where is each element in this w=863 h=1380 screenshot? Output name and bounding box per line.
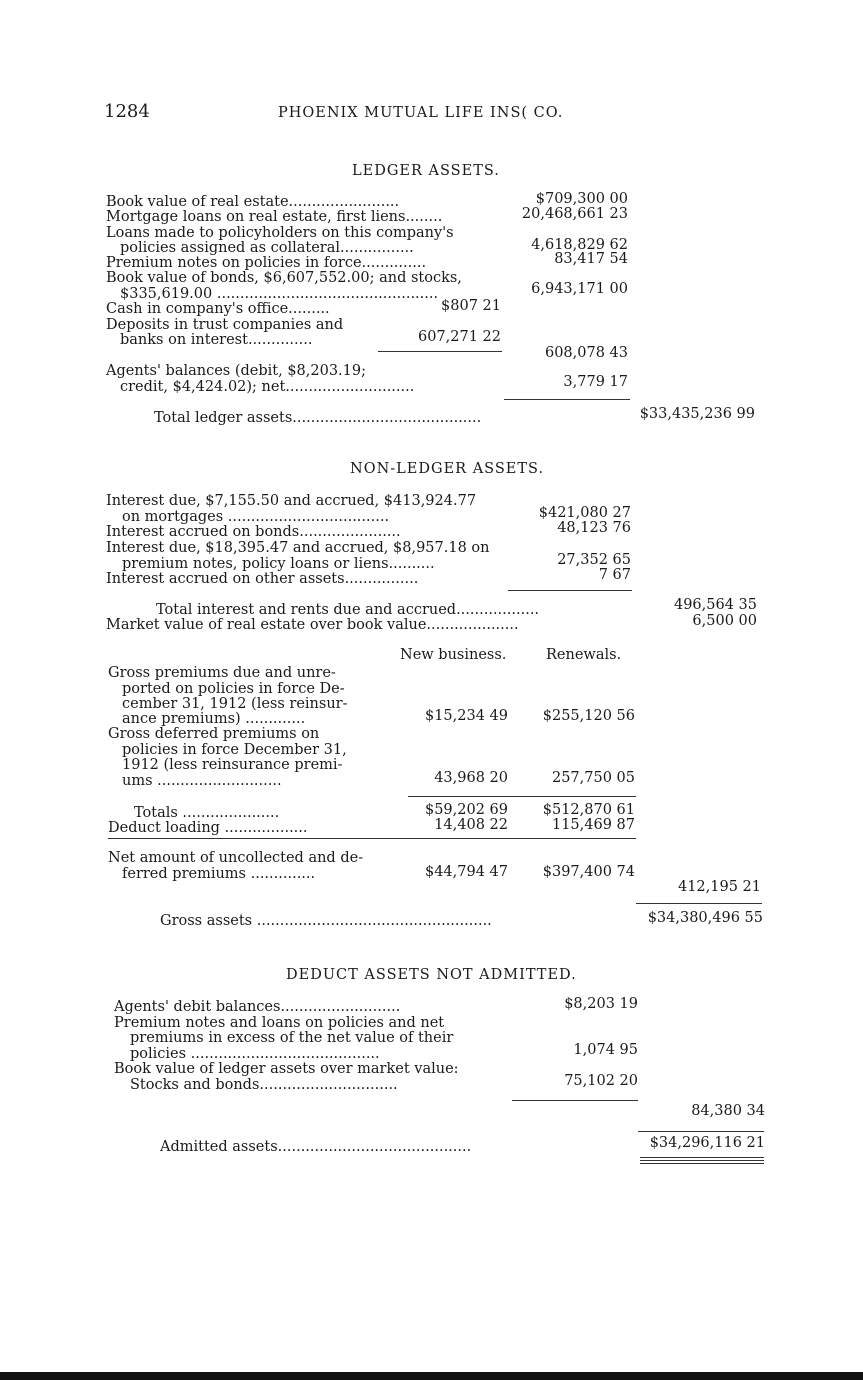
agents-debit-label: Agents' debit balances.......................... xyxy=(114,999,401,1015)
double-rule-top xyxy=(640,1157,764,1158)
gross-deferred-line3: 1912 (less reinsurance premi- xyxy=(122,757,343,773)
cash-value: $807 21 xyxy=(441,298,501,314)
col-renewals: Renewals. xyxy=(546,647,622,663)
policy-loans-value: 4,618,829 62 xyxy=(531,237,628,253)
deposits-total: 608,078 43 xyxy=(544,345,628,361)
agents-value: 3,779 17 xyxy=(563,374,628,390)
gross-assets-value: $34,380,496 55 xyxy=(647,910,763,926)
premium-notes-value: 83,417 54 xyxy=(554,251,628,267)
cash-label: Cash in company's office......... xyxy=(106,301,330,317)
real-estate-value: $709,300 00 xyxy=(535,191,628,207)
premium-notes-excess-line1: Premium notes and loans on policies and net xyxy=(114,1015,445,1031)
gross-assets-label: Gross assets ................................................... xyxy=(160,913,492,929)
loading-new: 14,408 22 xyxy=(434,817,508,833)
loading-rule xyxy=(108,838,636,839)
gross-deferred-renewal: 257,750 05 xyxy=(551,770,635,786)
page-number: 1284 xyxy=(104,101,150,122)
bonds-line2: $335,619.00 ................................................ xyxy=(120,286,439,302)
double-rule-bottom xyxy=(640,1163,764,1164)
double-rule-middle xyxy=(640,1160,764,1161)
premium-interest-line2: premium notes, policy loans or liens.......... xyxy=(122,556,435,572)
bonds-value: 6,943,171 00 xyxy=(531,281,628,297)
deposits-line1: Deposits in trust companies and xyxy=(106,317,344,333)
total-interest-value: 496,564 35 xyxy=(673,597,757,613)
scan-border xyxy=(0,1372,863,1380)
premium-notes-excess-line2: premiums in excess of the net value of their xyxy=(130,1030,454,1046)
premium-notes-excess-value: 1,074 95 xyxy=(573,1042,638,1058)
net-uncollected-new: $44,794 47 xyxy=(424,864,508,880)
loading-label: Deduct loading .................. xyxy=(108,820,308,836)
net-uncollected-total: 412,195 21 xyxy=(677,879,761,895)
premium-interest-value: 27,352 65 xyxy=(557,552,631,568)
premium-notes-excess-line3: policies ......................................... xyxy=(130,1046,380,1062)
ledger-over-market-line2: Stocks and bonds.............................. xyxy=(130,1077,398,1093)
deposits-value: 607,271 22 xyxy=(417,329,501,345)
gross-assets-rule xyxy=(636,903,762,904)
totals-new: $59,202 69 xyxy=(424,802,508,818)
gross-due-new: $15,234 49 xyxy=(424,708,508,724)
policy-loans-line1: Loans made to policyholders on this company's xyxy=(106,225,454,241)
total-ledger-value: $33,435,236 99 xyxy=(639,406,755,422)
premium-interest-line1: Interest due, $18,395.47 and accrued, $8,957.18 on xyxy=(106,540,490,556)
bond-interest-value: 48,123 76 xyxy=(557,520,631,536)
market-value-label: Market value of real estate over book value.................... xyxy=(106,617,519,633)
ledger-over-market-value: 75,102 20 xyxy=(564,1073,638,1089)
other-interest-label: Interest accrued on other assets................ xyxy=(106,571,419,587)
admitted-rule xyxy=(638,1131,764,1132)
policy-loans-line2: policies assigned as collateral................ xyxy=(120,240,414,256)
gross-due-line1: Gross premiums due and unre- xyxy=(108,665,336,681)
gross-deferred-line4: ums ........................... xyxy=(122,773,282,789)
gross-due-line2: ported on policies in force De- xyxy=(122,681,345,697)
loading-renewal: 115,469 87 xyxy=(551,817,635,833)
agents-line2: credit, $4,424.02); net............................ xyxy=(120,379,415,395)
market-value-value: 6,500 00 xyxy=(692,613,757,629)
gross-due-line4: ance premiums) ............. xyxy=(122,711,306,727)
agents-debit-value: $8,203 19 xyxy=(564,996,638,1012)
mortgage-value: 20,468,661 23 xyxy=(521,206,628,222)
admitted-assets-value: $34,296,116 21 xyxy=(649,1135,765,1151)
mortgage-interest-line2: on mortgages ................................... xyxy=(122,509,390,525)
admitted-assets-label: Admitted assets.......................................... xyxy=(160,1139,472,1155)
gross-due-renewal: $255,120 56 xyxy=(542,708,635,724)
deduct-rule xyxy=(512,1100,638,1101)
net-uncollected-line2: ferred premiums .............. xyxy=(122,866,316,882)
deduct-heading: DEDUCT ASSETS NOT ADMITTED. xyxy=(286,967,577,983)
ledger-rule xyxy=(504,399,630,400)
agents-line1: Agents' balances (debit, $8,203.19; xyxy=(106,363,367,379)
deposits-line2: banks on interest.............. xyxy=(120,332,313,348)
mortgage-interest-value: $421,080 27 xyxy=(538,505,631,521)
col-new-business: New business. xyxy=(400,647,507,663)
totals-label: Totals ..................... xyxy=(134,805,280,821)
other-interest-value: 7 67 xyxy=(598,567,631,583)
real-estate-label: Book value of real estate........................ xyxy=(106,194,400,210)
bond-interest-label: Interest accrued on bonds...................... xyxy=(106,524,401,540)
ledger-over-market-line1: Book value of ledger assets over market value: xyxy=(114,1061,459,1077)
total-ledger-label: Total ledger assets......................................... xyxy=(154,410,482,426)
bonds-line1: Book value of bonds, $6,607,552.00; and stocks, xyxy=(106,270,462,286)
running-title: PHOENIX MUTUAL LIFE INS( CO. xyxy=(278,105,564,121)
premium-notes-label: Premium notes on policies in force.............. xyxy=(106,255,427,271)
mortgage-label: Mortgage loans on real estate, first liens........ xyxy=(106,209,443,225)
interest-rule xyxy=(508,590,632,591)
nonledger-heading: NON-LEDGER ASSETS. xyxy=(350,461,545,477)
ledger-assets-heading: LEDGER ASSETS. xyxy=(352,163,500,179)
deduct-total: 84,380 34 xyxy=(691,1103,765,1119)
deposits-rule xyxy=(378,351,502,352)
net-uncollected-line1: Net amount of uncollected and de- xyxy=(108,850,364,866)
gross-deferred-line2: policies in force December 31, xyxy=(122,742,347,758)
total-interest-label: Total interest and rents due and accrued.................. xyxy=(156,602,540,618)
totals-renewal: $512,870 61 xyxy=(542,802,635,818)
gross-due-line3: cember 31, 1912 (less reinsur- xyxy=(122,696,348,712)
gross-deferred-new: 43,968 20 xyxy=(434,770,508,786)
net-uncollected-renewal: $397,400 74 xyxy=(542,864,635,880)
premiums-rule xyxy=(408,796,636,797)
mortgage-interest-line1: Interest due, $7,155.50 and accrued, $413,924.77 xyxy=(106,493,477,509)
gross-deferred-line1: Gross deferred premiums on xyxy=(108,726,320,742)
